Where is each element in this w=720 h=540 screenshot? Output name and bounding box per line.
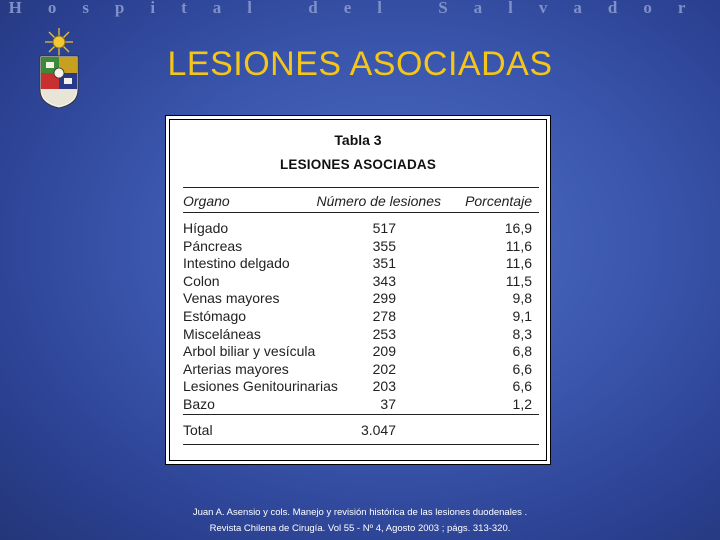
row-percent: 8,3 xyxy=(512,325,532,342)
row-organ: Intestino delgado xyxy=(183,255,290,272)
row-percent: 11,5 xyxy=(505,272,532,289)
row-count: 351 xyxy=(372,255,396,272)
table-row xyxy=(170,220,546,238)
table-row xyxy=(170,273,546,291)
table-bottom-rule xyxy=(183,444,539,445)
row-percent: 11,6 xyxy=(505,237,532,254)
slide-title: LESIONES ASOCIADAS xyxy=(167,45,553,83)
row-count: 253 xyxy=(372,325,396,342)
table-panel xyxy=(165,115,551,465)
row-percent: 9,1 xyxy=(512,308,532,324)
row-percent: 9,8 xyxy=(512,290,532,307)
table-total-rule xyxy=(183,414,539,415)
table-row xyxy=(170,308,546,326)
row-organ: Arbol biliar y vesícula xyxy=(183,343,316,360)
row-count: 355 xyxy=(372,237,396,254)
table-row xyxy=(170,290,546,308)
row-organ: Colon xyxy=(183,272,220,289)
row-count: 343 xyxy=(372,272,396,289)
column-header-numero: Número de lesiones xyxy=(316,193,441,209)
total-label: Total xyxy=(183,422,213,438)
row-percent: 6,6 xyxy=(512,360,532,377)
column-header-organo: Organo xyxy=(183,193,230,209)
citation xyxy=(0,505,720,537)
row-count: 37 xyxy=(380,396,396,412)
table-row xyxy=(170,396,546,414)
row-percent: 6,8 xyxy=(512,343,532,360)
citation-line-2: Revista Chilena de Cirugía. Vol 55 - Nº 4, Agosto 2003 ; págs. 313-320. xyxy=(209,523,511,534)
row-percent: 6,6 xyxy=(512,378,532,395)
total-value: 3.047 xyxy=(360,422,396,438)
row-count: 209 xyxy=(372,343,396,360)
row-organ: Páncreas xyxy=(183,237,243,254)
table-title: LESIONES ASOCIADAS xyxy=(279,157,437,172)
row-percent: 16,9 xyxy=(504,220,532,236)
table-row xyxy=(170,378,546,396)
table-frame xyxy=(169,119,547,461)
table-header-rule xyxy=(183,212,539,213)
row-count: 299 xyxy=(372,290,396,307)
table-row xyxy=(170,255,546,273)
table-row xyxy=(170,343,546,361)
table-row xyxy=(170,238,546,256)
hospital-header: Hospital del Salvador xyxy=(8,0,712,17)
table-row xyxy=(170,361,546,379)
table-top-rule xyxy=(183,187,539,188)
row-organ: Venas mayores xyxy=(183,290,280,307)
column-header-porcentaje: Porcentaje xyxy=(465,193,532,209)
row-count: 517 xyxy=(372,220,396,236)
row-organ: Bazo xyxy=(183,396,215,412)
row-count: 278 xyxy=(372,308,396,324)
row-percent: 1,2 xyxy=(512,396,532,412)
table-row-total xyxy=(170,422,546,440)
row-count: 203 xyxy=(372,378,396,395)
row-organ: Lesiones Genitourinarias xyxy=(183,378,338,395)
citation-line-1: Juan A. Asensio y cols. Manejo y revisión histórica de las lesiones duodenales . xyxy=(192,507,528,518)
row-organ: Hígado xyxy=(183,220,229,236)
row-percent: 11,6 xyxy=(505,255,532,272)
table-caption: Tabla 3 xyxy=(334,132,382,148)
row-organ: Misceláneas xyxy=(183,325,261,342)
row-organ: Arterias mayores xyxy=(183,360,289,377)
row-organ: Estómago xyxy=(183,308,247,324)
row-count: 202 xyxy=(372,360,396,377)
table-row xyxy=(170,326,546,344)
